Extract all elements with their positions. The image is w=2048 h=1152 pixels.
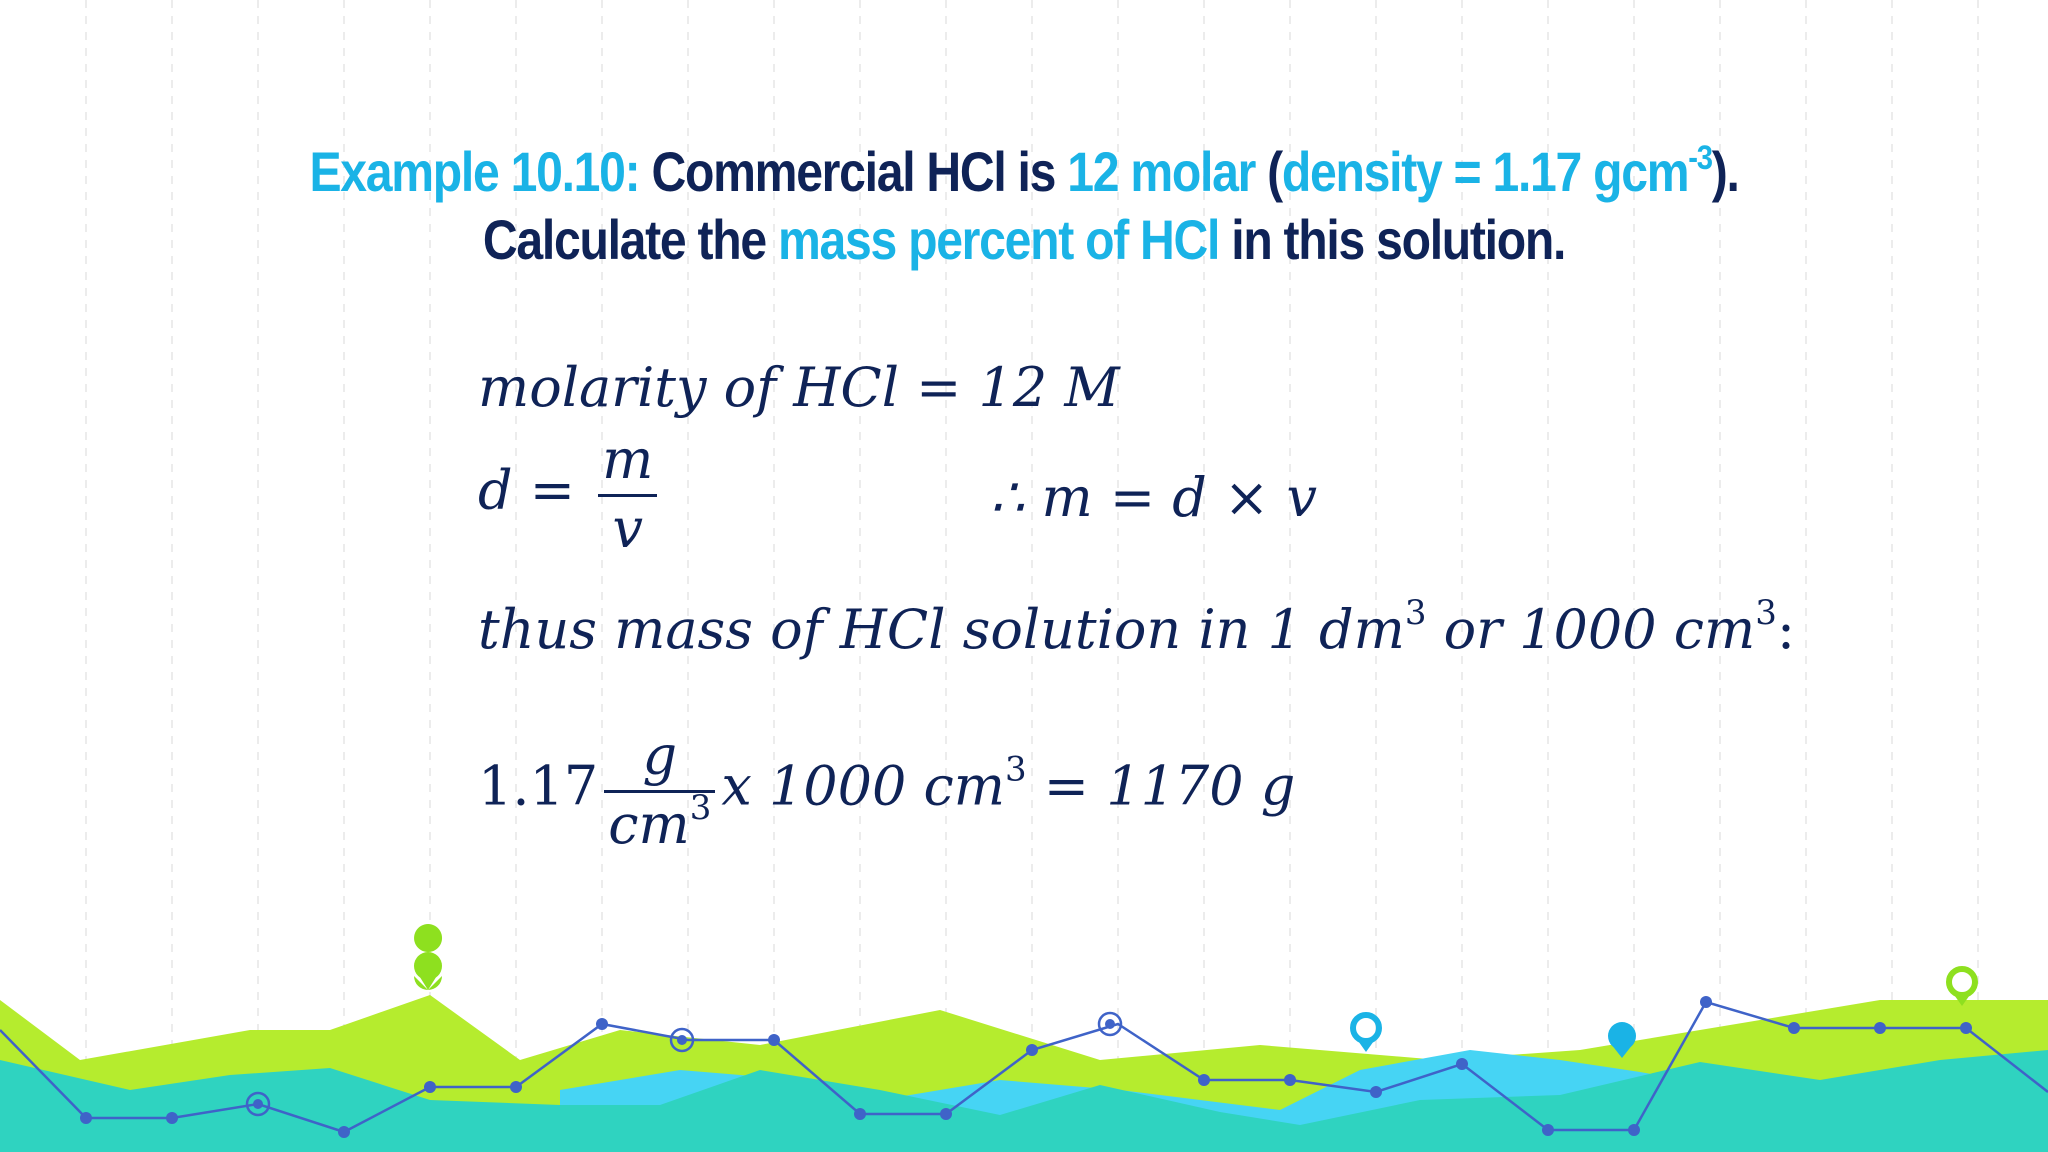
title-text: Calculate the: [482, 208, 778, 271]
example-label: Example 10.10:: [309, 140, 640, 203]
title-text: Commercial HCl is: [639, 140, 1068, 203]
fraction-denominator: v: [612, 497, 644, 560]
colon: :: [1776, 598, 1796, 661]
paren-open: (: [1255, 140, 1282, 203]
density-value: 1.17: [478, 754, 599, 818]
fraction-numerator: m: [598, 432, 657, 497]
location-pin-icon: [1353, 1015, 1379, 1052]
thus-text: thus mass of HCl solution in 1 dm: [478, 598, 1405, 661]
paren-close: ).: [1711, 140, 1739, 203]
therefore-text: ∴ m = d × v: [990, 466, 1317, 529]
molarity-text: molarity of HCl = 12 M: [478, 356, 1120, 419]
result-text: = 1170 g: [1026, 754, 1296, 818]
mass-percent-highlight: mass percent of HCl: [777, 208, 1220, 271]
superscript: 3: [1005, 749, 1027, 790]
superscript: 3: [1404, 593, 1427, 633]
molar-highlight: 12 molar: [1067, 140, 1256, 203]
fraction-numerator: g: [604, 728, 715, 793]
volume-text: x 1000 cm: [721, 754, 1005, 818]
superscript: 3: [689, 788, 712, 828]
thus-text: or 1000 cm: [1426, 598, 1756, 661]
title-text: in this solution.: [1219, 208, 1566, 271]
density-superscript: -3: [1688, 139, 1712, 177]
superscript: 3: [1755, 593, 1777, 633]
density-highlight: density = 1.17 gcm: [1281, 140, 1689, 203]
density-lhs: d =: [478, 458, 575, 522]
location-pin-icon: [414, 924, 442, 990]
denominator-text: cm: [608, 793, 690, 856]
